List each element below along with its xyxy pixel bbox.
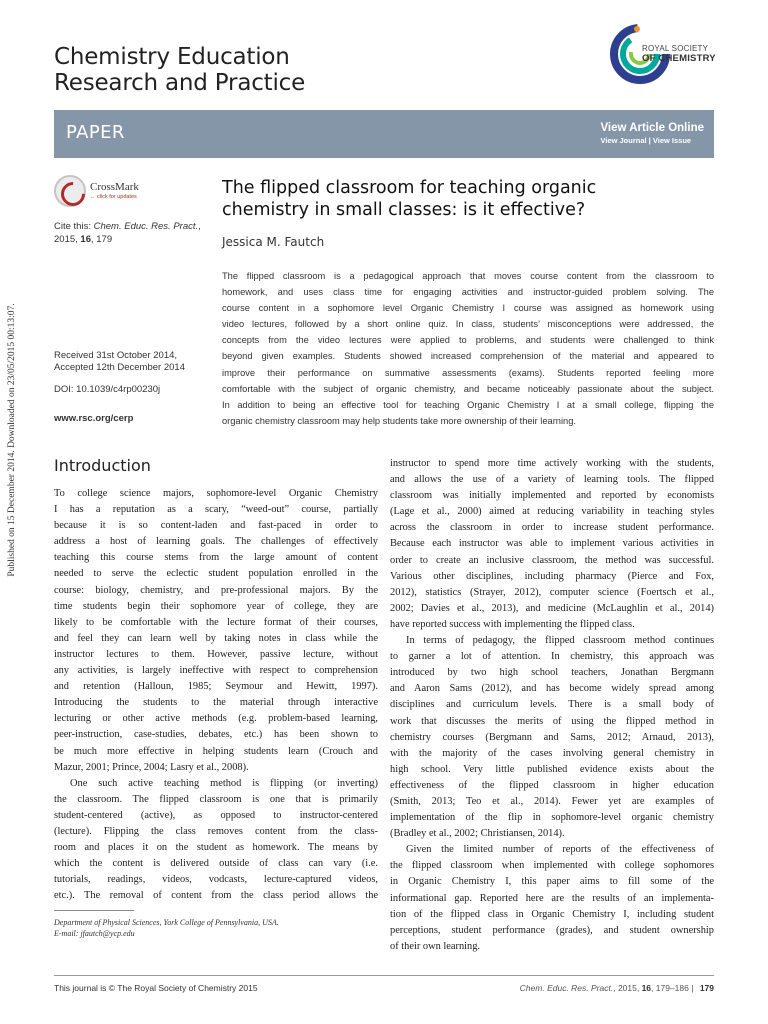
crossmark-subtext: ← click for updates	[90, 194, 137, 200]
copyright-notice: This journal is © The Royal Society of Chemistry 2015	[54, 983, 258, 993]
journal-title	[54, 44, 434, 96]
view-article-online-link[interactable]: View Article Online	[600, 122, 704, 134]
body-line: which the content is delivered outside of class can vary (i.e.	[54, 858, 378, 870]
abstract-line: comfortable with the subject of organic chemistry, and became noticeably passionate about the subject.	[222, 383, 714, 394]
body-line: room and places it on the student as homework. The means by	[54, 842, 378, 854]
journal-website-link[interactable]: www.rsc.org/cerp	[54, 413, 134, 424]
body-line: instructor lectures to them. However, passive lecture, without	[54, 648, 378, 660]
body-line: chemistry courses (Bergmann and Sams, 2012; Arnaud, 2013),	[390, 731, 714, 743]
body-line: and allows the use of a variety of learning tools. The flipped	[390, 474, 714, 486]
body-line: Various other disciplines, including pharmacy (Pierce and Fox,	[390, 570, 714, 582]
body-line: and Aaron Sams (2012), and has become widely spread among	[390, 683, 714, 695]
body-line: and feel they can learn well by taking notes in class while the	[54, 632, 378, 644]
view-issue-link[interactable]: View Issue	[652, 136, 692, 145]
abstract-line: homework, and uses class time for engaging activities and instructor-guided problem solving. The	[222, 287, 714, 298]
body-line: likely to be comfortable with the lecture format of their courses,	[54, 616, 378, 628]
abstract-line: video lectures, followed by a short online quiz. In class, students’ misconceptions were addressed, the	[222, 319, 714, 330]
crossmark-badge[interactable]	[54, 175, 154, 211]
body-line: teaching this course stems from the large amount of content	[54, 552, 378, 564]
citation: Cite this: Chem. Educ. Res. Pract., 2015, 16, 179	[54, 221, 201, 245]
body-line: lecturing or other active methods (e.g. problem-based learning,	[54, 713, 378, 725]
body-column-right	[390, 456, 714, 955]
body-line: I has a reputation as a scary, “weed-out” course, partially	[54, 504, 378, 516]
body-line: (Bradley et al., 2002; Christiansen, 2014).	[390, 828, 565, 840]
accepted-date: Accepted 12th December 2014	[54, 362, 185, 373]
article-dates	[54, 350, 214, 374]
body-line: peer-instruction, case-studies, debates, etc.) has been shown to	[54, 729, 378, 741]
abstract-line: In addition to being an effective tool for teaching Organic Chemistry I at a small college, flipping the	[222, 399, 714, 410]
body-line: In terms of pedagogy, the flipped classroom method continues	[406, 635, 714, 647]
crossmark-name: CrossMark	[90, 181, 139, 193]
body-line: be much more effective in helping students learn (Crouch and	[54, 745, 378, 757]
page-number: 179	[699, 983, 714, 993]
body-line: instructor to spend more time actively working with the students,	[390, 458, 714, 469]
body-line: high school. Very little published evidence exists about the	[390, 763, 714, 775]
abstract-line: course content in a sophomore level Organic Chemistry I course was assigned as homework using	[222, 303, 714, 314]
abstract-line: beyond given examples. Students showed increased comprehension of the material and appeared to	[222, 351, 714, 362]
body-line: 2002; Davies et al., 2013), and medicine (McLaughlin et al., 2014)	[390, 602, 714, 614]
received-date: Received 31st October 2014,	[54, 350, 178, 361]
journal-title-line: Chemistry Education	[54, 44, 290, 70]
author-affiliation: Department of Physical Sciences, York College of Pennsylvania, USA.	[54, 918, 279, 927]
body-line: To college science majors, sophomore-level Organic Chemistry	[54, 488, 378, 499]
body-line: work that discusses the merits of using the flipped method in	[390, 715, 714, 727]
view-journal-link[interactable]: View Journal	[600, 136, 647, 145]
body-line: One such active teaching method is flipping (or inverting)	[70, 777, 378, 789]
abstract-line: organic chemistry classroom may help students take more ownership of their learning.	[222, 415, 576, 426]
body-line: (Smith, 2013; Teo et al., 2014). Fewer yet are examples of	[390, 795, 714, 807]
body-line: perceptions, student performance (grades), and student ownership	[390, 924, 714, 936]
article-title: The flipped classroom for teaching organic chemistry in small classes: is it effective?	[222, 178, 597, 220]
body-line: time students begin their sophomore year of college, they are	[54, 600, 378, 612]
journal-issue-links: View Journal | View Issue	[600, 136, 692, 145]
article-type-label: PAPER	[66, 122, 125, 143]
body-line: Mazur, 2001; Prince, 2004; Lasry et al., 2008).	[54, 761, 249, 773]
author-name: Jessica M. Fautch	[222, 235, 325, 249]
download-notice: Published on 15 December 2014. Downloaded on 23/05/2015 00:13:07.	[7, 303, 17, 577]
body-line: course: biology, chemistry, and pre-professional majors. By the	[54, 584, 378, 596]
journal-title-line: Research and Practice	[54, 70, 306, 96]
body-line: tion of the flipped class in Organic Chemistry I, including student	[390, 908, 714, 920]
body-line: across the classroom in order to increase student performance.	[390, 522, 714, 534]
body-line: any activities, is largely ineffective with respect to comprehension	[54, 665, 378, 677]
body-line: Given the limited number of reports of the effectiveness of	[406, 844, 714, 856]
body-line: classroom was initially implemented and reported by economists	[390, 490, 714, 502]
section-heading-introduction: Introduction	[54, 456, 151, 475]
body-line: informational gap. Reported here are the results of an implementa-	[390, 892, 714, 904]
body-line: etc.). The removal of content from the class period allows the	[54, 890, 378, 902]
footer-citation: Chem. Educ. Res. Pract., 2015, 16, 179–186 | 179	[519, 983, 714, 993]
body-line: and retention (Halloun, 1985; Seymour and Hewitt, 1997).	[54, 681, 378, 693]
body-line: have reported success with implementing the flipped class.	[390, 618, 635, 630]
body-line: order to create an inclusive classroom, the method was successful.	[390, 554, 714, 566]
abstract	[222, 268, 714, 429]
rsc-wordmark: ROYAL SOCIETY OF CHEMISTRY	[642, 44, 716, 64]
abstract-line: improve their performance on summative assessments (exams). Students reported feeling more	[222, 367, 714, 378]
body-line: student-centered (active), as opposed to instructor-centered	[54, 809, 378, 821]
body-line: of their own learning.	[390, 940, 481, 952]
body-line: (Lage et al., 2000) aimed at reducing variability in teaching styles	[390, 506, 714, 518]
doi[interactable]: DOI: 10.1039/c4rp00230j	[54, 384, 161, 395]
body-line: disciplines and curriculum levels. There is a small body of	[390, 699, 714, 711]
abstract-line: concepts from the video lectures were applied to problems, and students were challenged to think	[222, 335, 714, 346]
body-line: address a host of learning goals. The challenges of effectively	[54, 536, 378, 548]
body-line: 2012), statistics (Strayer, 2012), computer science (Foertsch et al.,	[390, 586, 714, 598]
body-line: in Organic Chemistry I, this paper aims to fill some of the	[390, 876, 714, 888]
body-line: tutorials, readings, videos, vodcasts, lecture-captured videos,	[54, 874, 378, 886]
body-line: the classroom. The flipped classroom is one that is primarily	[54, 793, 378, 805]
rsc-logo[interactable]	[610, 20, 720, 90]
body-line: Introducing the students to the material through interactive	[54, 697, 378, 709]
body-line: effectiveness of the flipped classroom in higher education	[390, 779, 714, 791]
body-line: with the majority of the cases involving general chemistry in	[390, 747, 714, 759]
author-email[interactable]: E-mail: jfautch@ycp.edu	[54, 929, 135, 938]
body-line: introduced by two high school teachers, Jonathan Bergmann	[390, 667, 714, 679]
abstract-line: The flipped classroom is a pedagogical approach that moves course content from the classroom to	[222, 271, 714, 281]
article-type-banner	[54, 110, 714, 158]
banner-links	[600, 122, 704, 145]
body-line: Because each instructor was able to implement various activities in	[390, 538, 714, 550]
body-line: to garner a lot of attention. In chemistry, this approach was	[390, 651, 714, 663]
body-line: the flipped classroom when implemented with college sophomores	[390, 860, 714, 872]
body-line: (lecture). Flipping the class removes content from the class-	[54, 825, 378, 837]
body-column-left	[54, 486, 378, 904]
body-line: because it is so content-laden and fast-paced in order to	[54, 520, 378, 532]
body-line: implementation of the flip in sophomore-level organic chemistry	[390, 812, 714, 824]
crossmark-icon	[54, 175, 86, 207]
footnote	[54, 917, 378, 939]
footer-divider	[54, 975, 714, 976]
body-line: needed to serve the eclectic student population enrolled in the	[54, 568, 378, 580]
footnote-divider	[54, 910, 134, 911]
